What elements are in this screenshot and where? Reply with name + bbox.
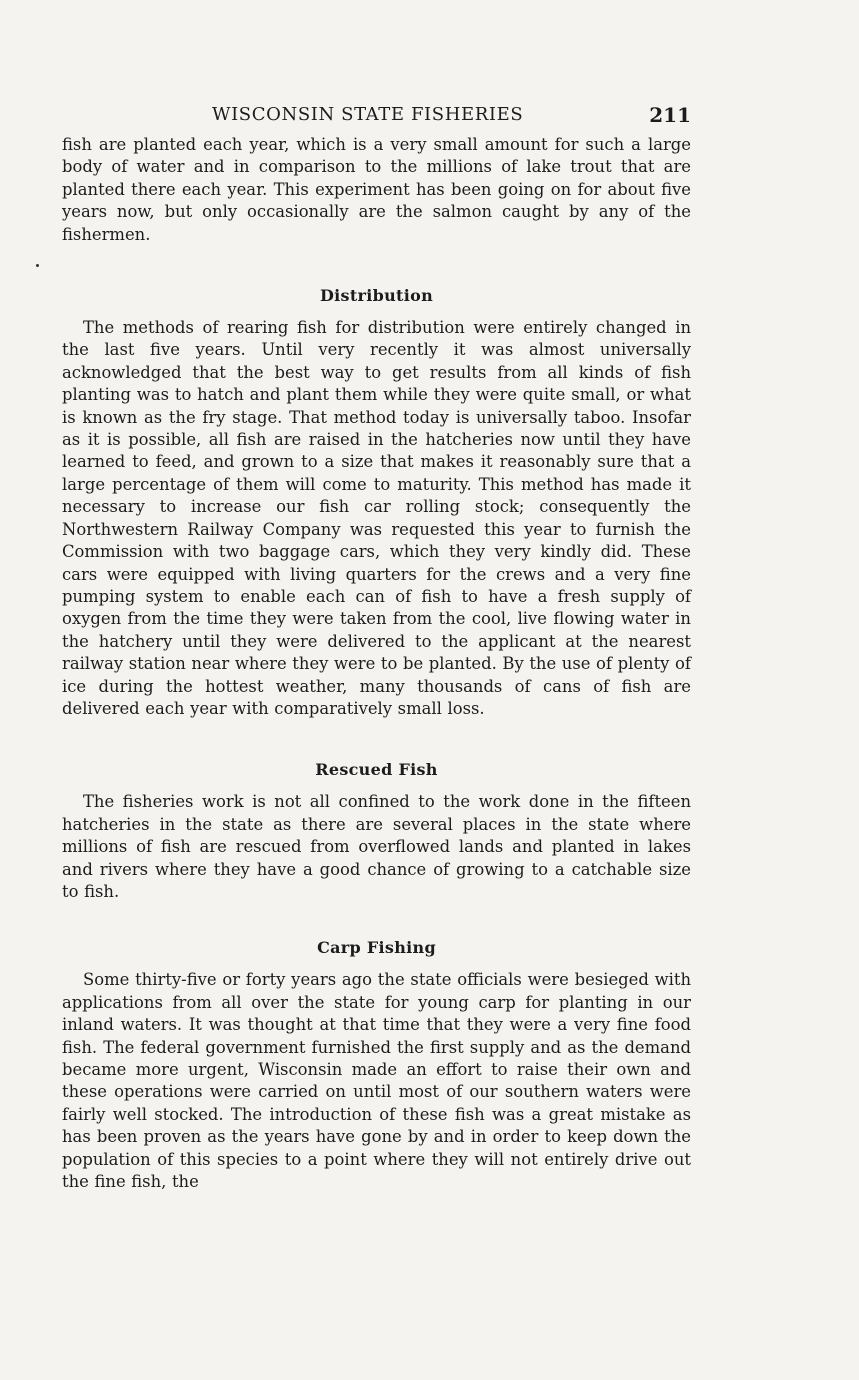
carp-fishing-paragraph: Some thirty-five or forty years ago the state officials were besieged with applications from all over the state for young carp for planting in our inland waters. It was thought at that time that they were a very fine food fish. The federal government furnished the first supply and as the demand became more urgent, Wisconsin made an effort to raise their own and these operations were carried on until most of our southern waters were fairly well stocked. The introduction of these fish was a great mistake as has been proven as the years have gone by and in order to keep down the population of this species to a point where they will not entirely drive out the fine fish, the [62, 970, 691, 1192]
page-number: 211 [649, 103, 691, 127]
running-header [62, 104, 691, 134]
rescued-fish-paragraph: The fisheries work is not all confined to the work done in the fifteen hatcheries in the state as there are several places in the state where millions of fish are rescued from overflowed lands and planted in lakes and rivers where they have a good chance of growing to a catchable size to fish. [62, 792, 691, 901]
intro-paragraph: fish are planted each year, which is a very small amount for such a large body of water and in comparison to the millions of lake trout that are planted there each year. This experiment has been going on for about five years now, but only occasionally are the salmon caught by any of the fishermen. [62, 135, 691, 244]
section-heading-carp-fishing: Carp Fishing [317, 938, 436, 958]
section-heading-distribution: Distribution [319, 286, 434, 306]
margin-speck [36, 264, 39, 267]
running-title: WISCONSIN STATE FISHERIES [212, 104, 524, 125]
section-heading-rescued-fish: Rescued Fish [315, 760, 438, 780]
distribution-paragraph: The methods of rearing fish for distribution were entirely changed in the last five years. Until very recently it was almost universally acknowledged that the best way to get results from all kinds of fish planting was to hatch and plant them while they were quite small, or what is known as the fry stage. That method today is universally taboo. Insofar as it is possible, all fish are raised in the hatcheries now until they have learned to feed, and grown to a size that makes it reasonably sure that a large percentage of them will come to maturity. This method has made it necessary to increase our fish car rolling stock; consequently the Northwestern Railway Company was requested this year to furnish the Commission with two baggage cars, which they very kindly did. These cars were equipped with living quarters for the crews and a very fine pumping system to enable each can of fish to have a fresh supply of oxygen from the time they were taken from the cool, live flowing water in the hatchery until they were delivered to the applicant at the nearest railway station near where they were to be planted. By the use of plenty of ice during the hottest weather, many thousands of cans of fish are delivered each year with comparatively small loss. [62, 318, 691, 718]
book-page [62, 104, 691, 1193]
